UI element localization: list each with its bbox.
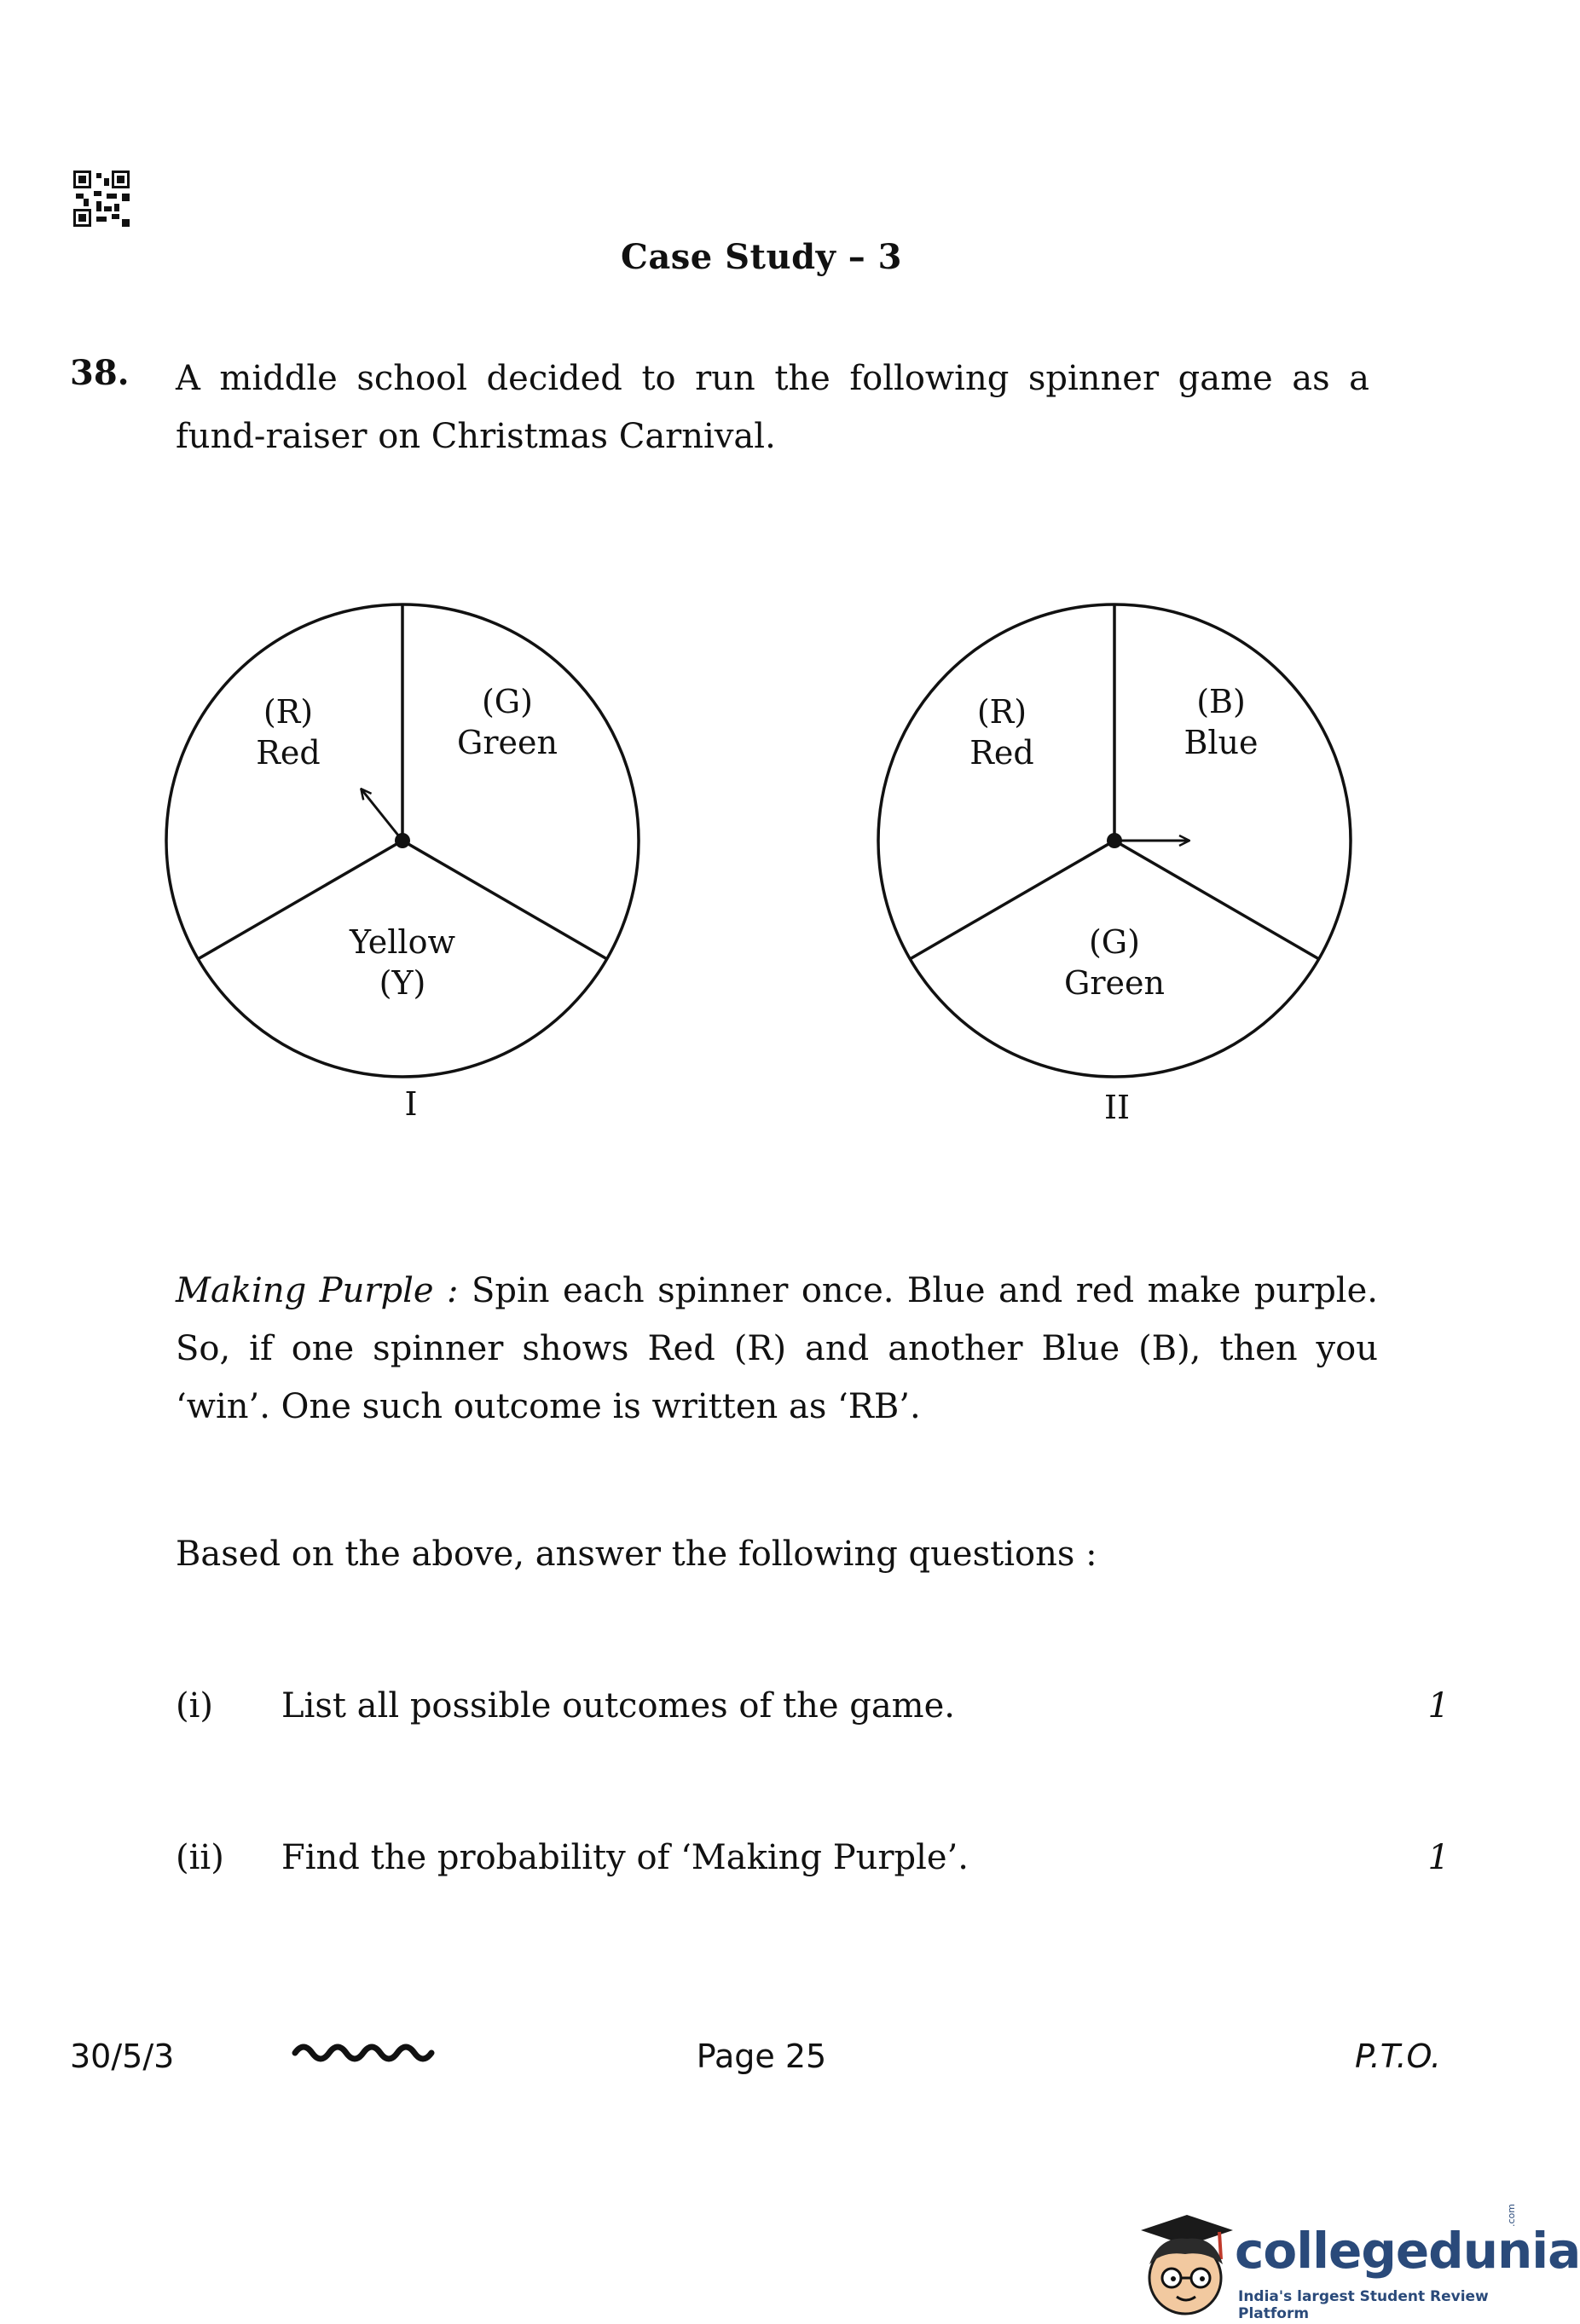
spinner-1-yellow-label: Yellow bbox=[350, 923, 455, 961]
logo-domain: .com bbox=[1506, 2204, 1517, 2227]
subquestion-1-number: (i) bbox=[176, 1686, 214, 1726]
logo-brand-name: collegedunia bbox=[1235, 2222, 1580, 2280]
spinner-2-caption: II bbox=[1103, 1089, 1131, 1126]
case-study-heading: Case Study – 3 bbox=[621, 237, 902, 277]
instruction-text: Based on the above, answer the following questions : bbox=[176, 1535, 1097, 1574]
question-text: A middle school decided to run the following spinner game as a fund-raiser on Christmas Carnival. bbox=[176, 359, 1369, 456]
spinner-2-red-code: (R) bbox=[976, 693, 1027, 731]
qr-code bbox=[73, 171, 130, 227]
rule-text: Spin each spinner once. Blue and red make purple. So, if one spinner shows Red (R) and another Blue (B), then you ‘win’. One such outcome is written as ‘RB’. bbox=[176, 1271, 1378, 1426]
spinner-1 bbox=[166, 604, 639, 1123]
spinner-1-red-label: Red bbox=[256, 734, 321, 772]
spinner-figure bbox=[145, 588, 1390, 1142]
spinner-1-green-label: Green bbox=[457, 724, 558, 761]
page-number: Page 25 bbox=[696, 2038, 827, 2075]
question-number: 38. bbox=[70, 353, 130, 393]
spinner-2-blue-label: Blue bbox=[1184, 724, 1259, 761]
spinner-1-green-code: (G) bbox=[481, 683, 534, 720]
spinner-2-green-code: (G) bbox=[1088, 923, 1141, 961]
subquestion-1-marks: 1 bbox=[1427, 1686, 1450, 1726]
logo-tagline: India's largest Student Review Platform bbox=[1238, 2288, 1489, 2322]
spinner-1-pointer bbox=[362, 789, 402, 841]
subquestion-2-number: (ii) bbox=[176, 1838, 224, 1877]
spinner-1-caption: I bbox=[404, 1085, 418, 1123]
spinner-2 bbox=[878, 604, 1351, 1126]
pto-label: P.T.O. bbox=[1355, 2038, 1441, 2075]
subquestion-1-text: List all possible outcomes of the game. bbox=[281, 1686, 955, 1726]
spinner-1-red-code: (R) bbox=[263, 693, 314, 731]
paper-code: 30/5/3 bbox=[70, 2038, 175, 2075]
spinner-2-green-label: Green bbox=[1064, 964, 1165, 1002]
rule-paragraph bbox=[176, 1262, 1378, 1436]
spinner-2-red-label: Red bbox=[969, 734, 1034, 772]
subquestion-2-marks: 1 bbox=[1427, 1838, 1450, 1877]
spinner-2-blue-code: (B) bbox=[1196, 683, 1246, 720]
spinner-1-yellow-code: (Y) bbox=[379, 964, 426, 1002]
subquestion-2-text: Find the probability of ‘Making Purple’. bbox=[281, 1838, 969, 1877]
rule-title: Making Purple : bbox=[176, 1271, 459, 1310]
